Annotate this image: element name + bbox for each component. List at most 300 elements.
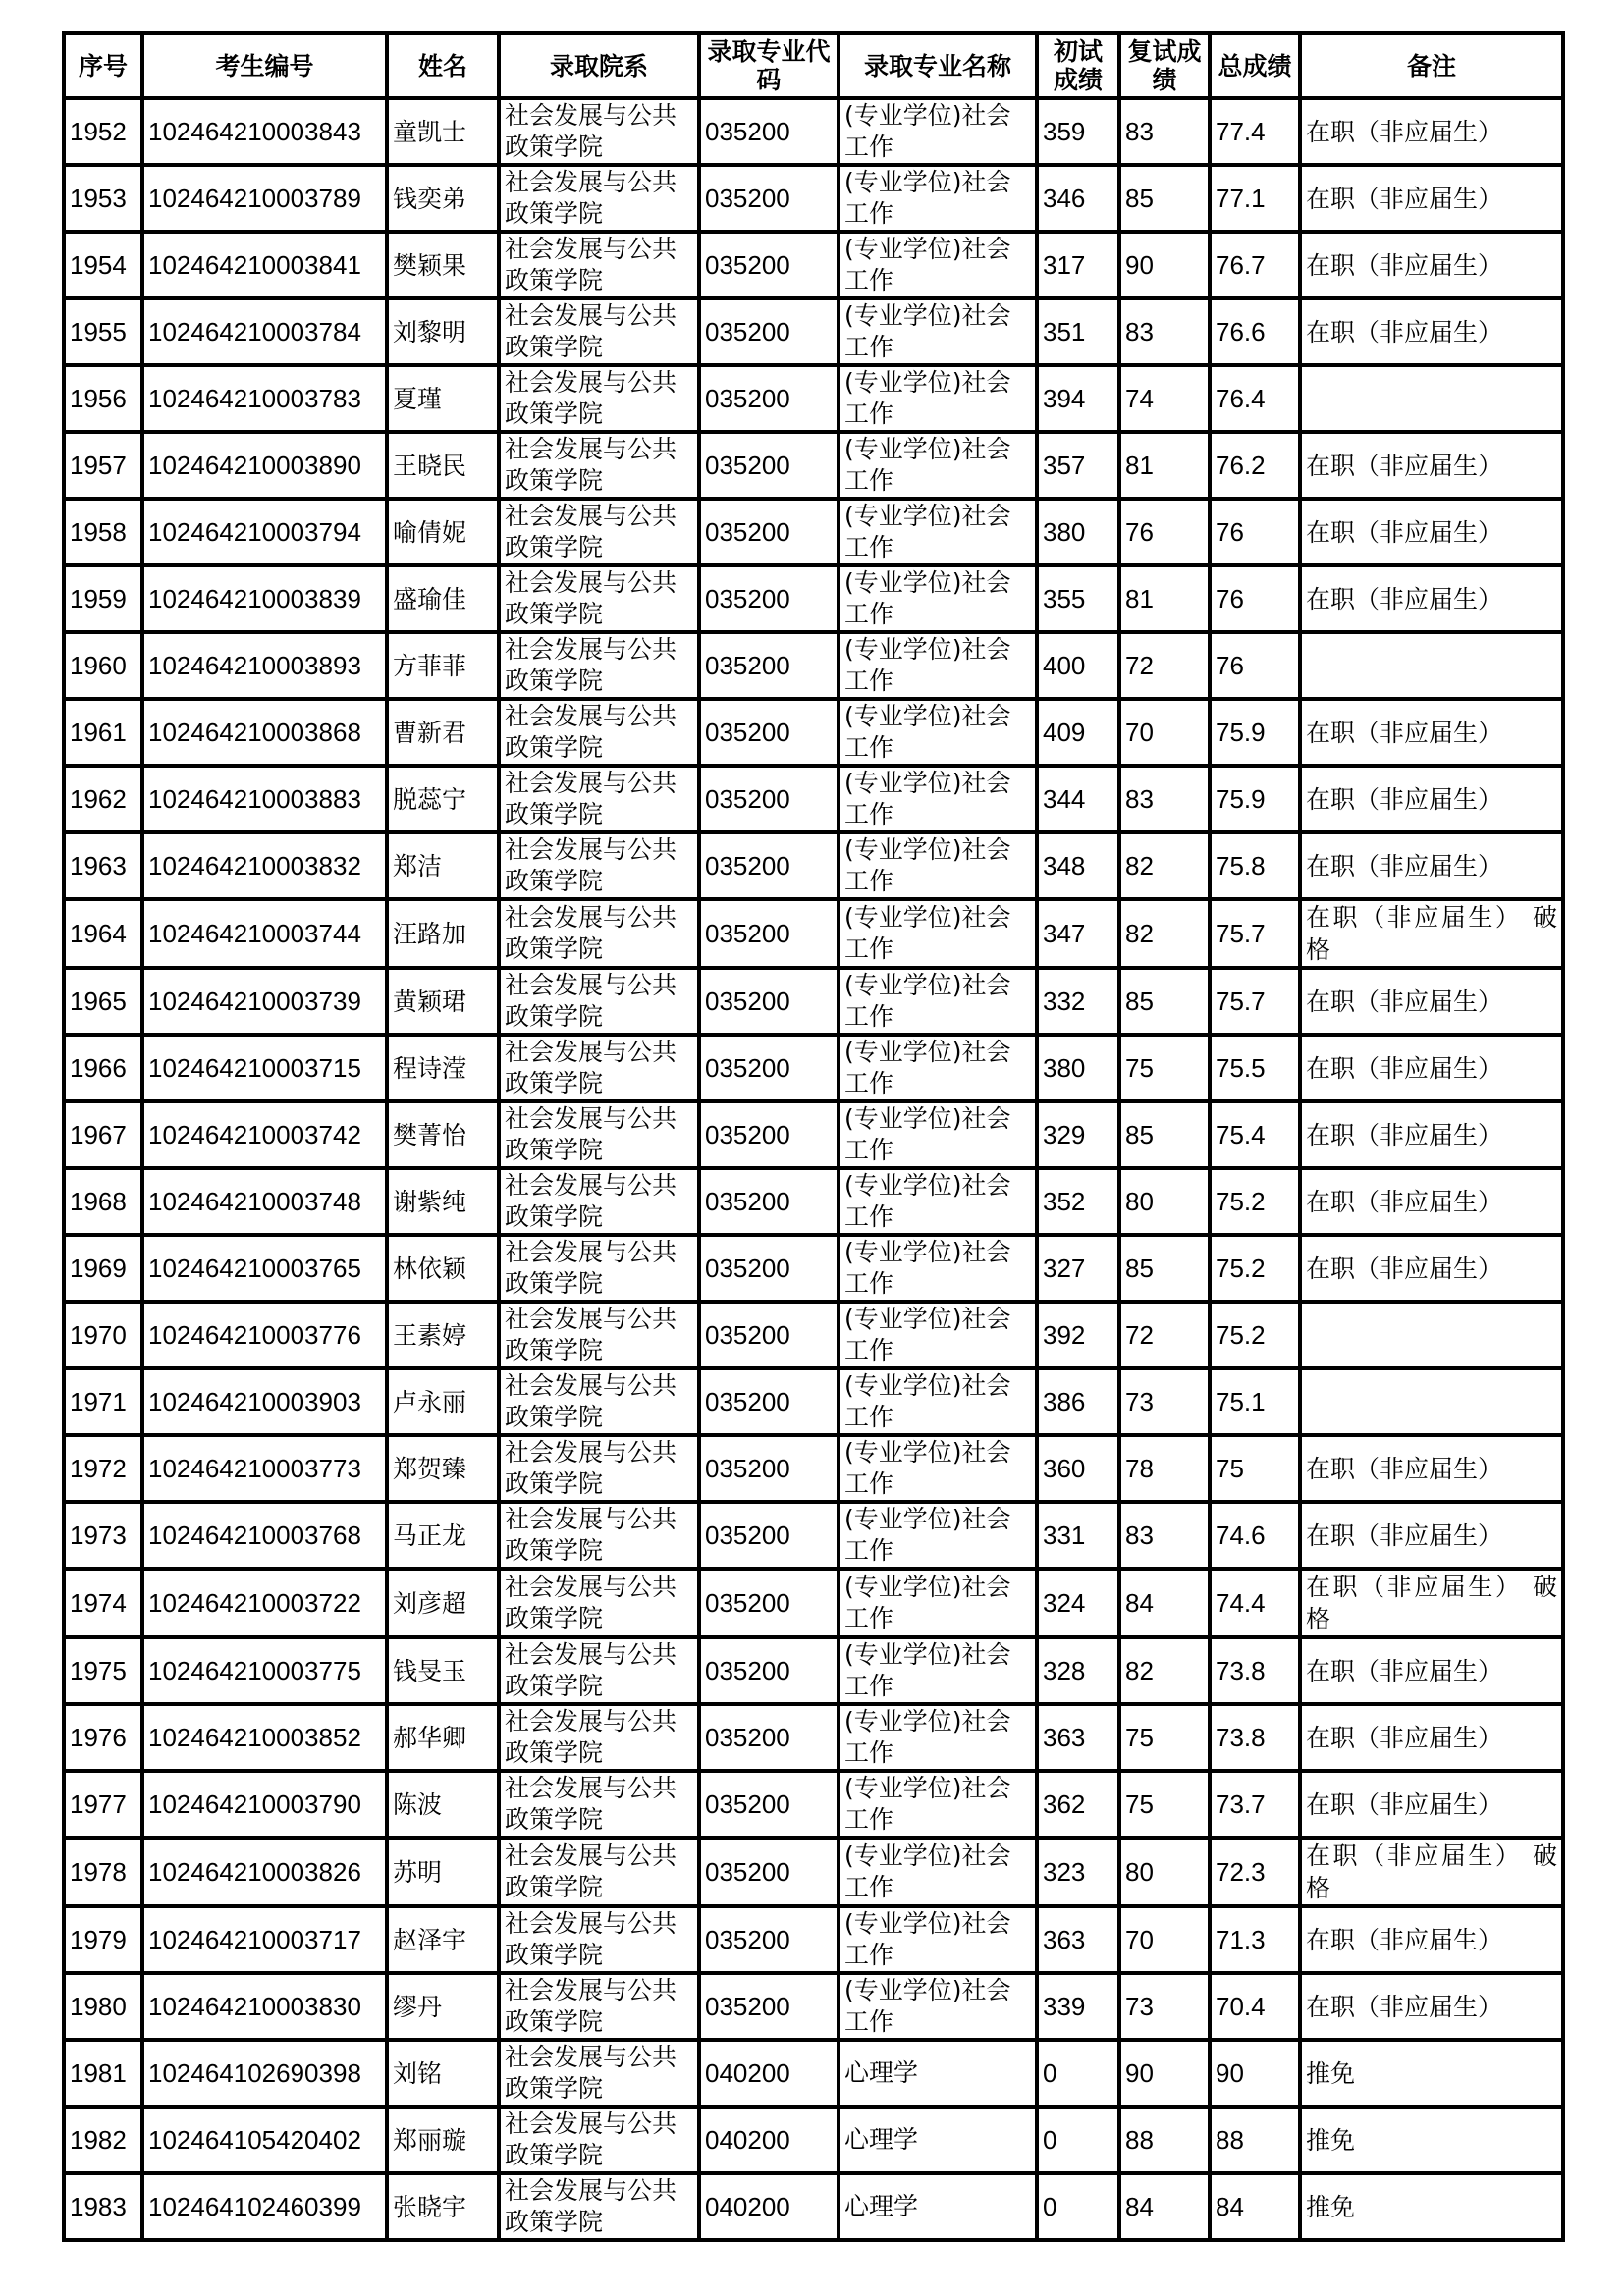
cell-exam-id: 102464210003773 — [142, 1435, 387, 1502]
cell-remark — [1300, 1302, 1563, 1368]
cell-prelim-score: 331 — [1037, 1502, 1119, 1569]
cell-name: 喻倩妮 — [387, 499, 499, 565]
cell-major-name: (专业学位)社会工作 — [839, 165, 1037, 232]
cell-name: 林依颖 — [387, 1235, 499, 1302]
cell-prelim-score: 386 — [1037, 1368, 1119, 1435]
cell-total-score: 76.4 — [1210, 365, 1300, 432]
cell-major-code: 035200 — [699, 1704, 839, 1771]
cell-department: 社会发展与公共政策学院 — [499, 1101, 699, 1168]
cell-department: 社会发展与公共政策学院 — [499, 2107, 699, 2173]
header-major-name: 录取专业名称 — [839, 33, 1037, 98]
cell-seq: 1971 — [64, 1368, 142, 1435]
cell-remark: 在职（非应届生） — [1300, 832, 1563, 899]
header-major-code: 录取专业代码 — [699, 33, 839, 98]
cell-seq: 1963 — [64, 832, 142, 899]
cell-exam-id: 102464105420402 — [142, 2107, 387, 2173]
cell-major-name: (专业学位)社会工作 — [839, 899, 1037, 968]
cell-major-code: 035200 — [699, 232, 839, 298]
cell-name: 樊菁怡 — [387, 1101, 499, 1168]
cell-major-code: 035200 — [699, 1235, 839, 1302]
cell-department: 社会发展与公共政策学院 — [499, 1637, 699, 1704]
cell-major-name: (专业学位)社会工作 — [839, 1704, 1037, 1771]
cell-name: 脱蕊宁 — [387, 766, 499, 832]
header-row — [64, 33, 1563, 98]
table-row — [64, 1101, 1563, 1168]
cell-prelim-score: 359 — [1037, 98, 1119, 165]
cell-name: 刘铭 — [387, 2040, 499, 2107]
cell-major-name: (专业学位)社会工作 — [839, 1771, 1037, 1838]
cell-department: 社会发展与公共政策学院 — [499, 1502, 699, 1569]
cell-remark: 推免 — [1300, 2107, 1563, 2173]
table-header — [64, 33, 1563, 98]
cell-exam-id: 102464210003852 — [142, 1704, 387, 1771]
table-row — [64, 699, 1563, 766]
table-row — [64, 968, 1563, 1035]
cell-exam-id: 102464210003744 — [142, 899, 387, 968]
table-row — [64, 1906, 1563, 1973]
cell-prelim-score: 0 — [1037, 2040, 1119, 2107]
cell-remark: 在职（非应届生） 破格 — [1300, 899, 1563, 968]
cell-total-score: 76.2 — [1210, 432, 1300, 499]
cell-seq: 1964 — [64, 899, 142, 968]
cell-remark — [1300, 632, 1563, 699]
cell-major-code: 040200 — [699, 2173, 839, 2240]
cell-major-code: 035200 — [699, 1973, 839, 2040]
cell-total-score: 75.2 — [1210, 1168, 1300, 1235]
cell-major-code: 035200 — [699, 565, 839, 632]
cell-remark: 在职（非应届生） — [1300, 432, 1563, 499]
cell-total-score: 73.8 — [1210, 1704, 1300, 1771]
cell-major-code: 035200 — [699, 1101, 839, 1168]
cell-prelim-score: 329 — [1037, 1101, 1119, 1168]
table-row — [64, 1235, 1563, 1302]
cell-major-name: (专业学位)社会工作 — [839, 1168, 1037, 1235]
cell-prelim-score: 0 — [1037, 2173, 1119, 2240]
cell-total-score: 75.9 — [1210, 699, 1300, 766]
cell-department: 社会发展与公共政策学院 — [499, 1035, 699, 1101]
cell-prelim-score: 346 — [1037, 165, 1119, 232]
cell-remark: 在职（非应届生） — [1300, 1235, 1563, 1302]
cell-retest-score: 85 — [1119, 1235, 1210, 1302]
cell-major-code: 035200 — [699, 1906, 839, 1973]
table-row — [64, 298, 1563, 365]
cell-exam-id: 102464210003717 — [142, 1906, 387, 1973]
cell-major-code: 035200 — [699, 1502, 839, 1569]
cell-department: 社会发展与公共政策学院 — [499, 565, 699, 632]
cell-remark: 在职（非应届生） — [1300, 165, 1563, 232]
table-row — [64, 1168, 1563, 1235]
cell-major-name: (专业学位)社会工作 — [839, 1235, 1037, 1302]
cell-major-code: 035200 — [699, 766, 839, 832]
cell-prelim-score: 409 — [1037, 699, 1119, 766]
cell-prelim-score: 327 — [1037, 1235, 1119, 1302]
cell-department: 社会发展与公共政策学院 — [499, 1569, 699, 1637]
cell-major-code: 035200 — [699, 1569, 839, 1637]
cell-prelim-score: 344 — [1037, 766, 1119, 832]
cell-total-score: 75.5 — [1210, 1035, 1300, 1101]
cell-prelim-score: 400 — [1037, 632, 1119, 699]
cell-exam-id: 102464210003826 — [142, 1838, 387, 1906]
cell-major-name: (专业学位)社会工作 — [839, 1368, 1037, 1435]
cell-total-score: 74.4 — [1210, 1569, 1300, 1637]
cell-name: 汪路加 — [387, 899, 499, 968]
cell-retest-score: 80 — [1119, 1168, 1210, 1235]
cell-prelim-score: 392 — [1037, 1302, 1119, 1368]
cell-name: 马正龙 — [387, 1502, 499, 1569]
cell-name: 钱奕弟 — [387, 165, 499, 232]
cell-department: 社会发展与公共政策学院 — [499, 1906, 699, 1973]
header-total-score: 总成绩 — [1210, 33, 1300, 98]
cell-retest-score: 72 — [1119, 632, 1210, 699]
cell-seq: 1976 — [64, 1704, 142, 1771]
cell-exam-id: 102464210003890 — [142, 432, 387, 499]
cell-prelim-score: 352 — [1037, 1168, 1119, 1235]
cell-seq: 1953 — [64, 165, 142, 232]
cell-seq: 1978 — [64, 1838, 142, 1906]
cell-exam-id: 102464210003790 — [142, 1771, 387, 1838]
cell-retest-score: 88 — [1119, 2107, 1210, 2173]
cell-retest-score: 75 — [1119, 1035, 1210, 1101]
cell-major-code: 035200 — [699, 298, 839, 365]
cell-retest-score: 83 — [1119, 298, 1210, 365]
cell-total-score: 75 — [1210, 1435, 1300, 1502]
cell-retest-score: 85 — [1119, 1101, 1210, 1168]
cell-department: 社会发展与公共政策学院 — [499, 298, 699, 365]
cell-name: 缪丹 — [387, 1973, 499, 2040]
cell-seq: 1980 — [64, 1973, 142, 2040]
cell-name: 王晓民 — [387, 432, 499, 499]
cell-retest-score: 83 — [1119, 766, 1210, 832]
cell-name: 郑贺臻 — [387, 1435, 499, 1502]
cell-total-score: 90 — [1210, 2040, 1300, 2107]
cell-total-score: 73.7 — [1210, 1771, 1300, 1838]
cell-remark: 在职（非应届生） — [1300, 1704, 1563, 1771]
cell-department: 社会发展与公共政策学院 — [499, 2173, 699, 2240]
table-row — [64, 1637, 1563, 1704]
cell-remark: 在职（非应届生） — [1300, 1637, 1563, 1704]
cell-exam-id: 102464210003903 — [142, 1368, 387, 1435]
header-seq: 序号 — [64, 33, 142, 98]
cell-major-code: 035200 — [699, 1771, 839, 1838]
cell-major-code: 035200 — [699, 432, 839, 499]
cell-total-score: 75.9 — [1210, 766, 1300, 832]
cell-retest-score: 84 — [1119, 1569, 1210, 1637]
cell-major-code: 035200 — [699, 98, 839, 165]
cell-prelim-score: 394 — [1037, 365, 1119, 432]
cell-major-name: (专业学位)社会工作 — [839, 1906, 1037, 1973]
cell-name: 程诗滢 — [387, 1035, 499, 1101]
header-name: 姓名 — [387, 33, 499, 98]
cell-prelim-score: 332 — [1037, 968, 1119, 1035]
cell-total-score: 71.3 — [1210, 1906, 1300, 1973]
cell-major-name: (专业学位)社会工作 — [839, 832, 1037, 899]
cell-seq: 1958 — [64, 499, 142, 565]
cell-total-score: 84 — [1210, 2173, 1300, 2240]
cell-prelim-score: 380 — [1037, 499, 1119, 565]
cell-retest-score: 78 — [1119, 1435, 1210, 1502]
cell-remark — [1300, 365, 1563, 432]
cell-seq: 1955 — [64, 298, 142, 365]
cell-department: 社会发展与公共政策学院 — [499, 1302, 699, 1368]
cell-name: 张晓宇 — [387, 2173, 499, 2240]
cell-name: 樊颖果 — [387, 232, 499, 298]
cell-name: 刘彦超 — [387, 1569, 499, 1637]
cell-department: 社会发展与公共政策学院 — [499, 1973, 699, 2040]
cell-major-code: 035200 — [699, 968, 839, 1035]
cell-major-name: (专业学位)社会工作 — [839, 1637, 1037, 1704]
cell-major-code: 035200 — [699, 165, 839, 232]
cell-major-code: 035200 — [699, 365, 839, 432]
cell-total-score: 75.7 — [1210, 968, 1300, 1035]
cell-total-score: 75.7 — [1210, 899, 1300, 968]
cell-name: 郝华卿 — [387, 1704, 499, 1771]
cell-seq: 1981 — [64, 2040, 142, 2107]
cell-major-name: (专业学位)社会工作 — [839, 1435, 1037, 1502]
cell-name: 曹新君 — [387, 699, 499, 766]
cell-department: 社会发展与公共政策学院 — [499, 1838, 699, 1906]
cell-name: 卢永丽 — [387, 1368, 499, 1435]
cell-seq: 1973 — [64, 1502, 142, 1569]
cell-total-score: 75.2 — [1210, 1235, 1300, 1302]
table-row — [64, 1302, 1563, 1368]
cell-major-name: (专业学位)社会工作 — [839, 298, 1037, 365]
cell-name: 黄颖珺 — [387, 968, 499, 1035]
cell-retest-score: 85 — [1119, 968, 1210, 1035]
table-row — [64, 1771, 1563, 1838]
cell-prelim-score: 351 — [1037, 298, 1119, 365]
cell-major-name: 心理学 — [839, 2173, 1037, 2240]
cell-remark: 在职（非应届生） — [1300, 1101, 1563, 1168]
cell-exam-id: 102464210003742 — [142, 1101, 387, 1168]
cell-remark: 在职（非应届生） — [1300, 565, 1563, 632]
table-row — [64, 1973, 1563, 2040]
cell-major-name: (专业学位)社会工作 — [839, 699, 1037, 766]
cell-department: 社会发展与公共政策学院 — [499, 766, 699, 832]
table-row — [64, 1569, 1563, 1637]
cell-retest-score: 82 — [1119, 1637, 1210, 1704]
cell-department: 社会发展与公共政策学院 — [499, 699, 699, 766]
cell-seq: 1961 — [64, 699, 142, 766]
cell-exam-id: 102464210003839 — [142, 565, 387, 632]
table-row — [64, 1502, 1563, 1569]
cell-major-code: 035200 — [699, 1637, 839, 1704]
cell-name: 谢紫纯 — [387, 1168, 499, 1235]
cell-department: 社会发展与公共政策学院 — [499, 1704, 699, 1771]
cell-remark: 在职（非应届生） 破格 — [1300, 1838, 1563, 1906]
cell-remark: 在职（非应届生） — [1300, 1168, 1563, 1235]
cell-name: 童凯士 — [387, 98, 499, 165]
cell-name: 郑丽璇 — [387, 2107, 499, 2173]
cell-total-score: 74.6 — [1210, 1502, 1300, 1569]
cell-total-score: 76 — [1210, 565, 1300, 632]
cell-department: 社会发展与公共政策学院 — [499, 499, 699, 565]
cell-total-score: 76.6 — [1210, 298, 1300, 365]
cell-prelim-score: 362 — [1037, 1771, 1119, 1838]
cell-retest-score: 74 — [1119, 365, 1210, 432]
cell-exam-id: 102464210003784 — [142, 298, 387, 365]
cell-retest-score: 76 — [1119, 499, 1210, 565]
cell-major-name: (专业学位)社会工作 — [839, 1101, 1037, 1168]
cell-name: 夏瑾 — [387, 365, 499, 432]
table-row — [64, 1704, 1563, 1771]
cell-retest-score: 83 — [1119, 1502, 1210, 1569]
table-row — [64, 232, 1563, 298]
cell-exam-id: 102464210003783 — [142, 365, 387, 432]
header-department: 录取院系 — [499, 33, 699, 98]
table-row — [64, 1435, 1563, 1502]
cell-department: 社会发展与公共政策学院 — [499, 632, 699, 699]
cell-major-name: (专业学位)社会工作 — [839, 1035, 1037, 1101]
cell-prelim-score: 347 — [1037, 899, 1119, 968]
cell-exam-id: 102464210003841 — [142, 232, 387, 298]
table-row — [64, 98, 1563, 165]
cell-major-code: 035200 — [699, 499, 839, 565]
cell-major-code: 035200 — [699, 1838, 839, 1906]
cell-department: 社会发展与公共政策学院 — [499, 1368, 699, 1435]
cell-remark: 在职（非应届生） — [1300, 232, 1563, 298]
cell-major-name: (专业学位)社会工作 — [839, 632, 1037, 699]
table-row — [64, 1838, 1563, 1906]
cell-department: 社会发展与公共政策学院 — [499, 832, 699, 899]
cell-exam-id: 102464210003893 — [142, 632, 387, 699]
cell-seq: 1957 — [64, 432, 142, 499]
cell-exam-id: 102464210003739 — [142, 968, 387, 1035]
cell-total-score: 70.4 — [1210, 1973, 1300, 2040]
cell-remark: 推免 — [1300, 2173, 1563, 2240]
cell-prelim-score: 357 — [1037, 432, 1119, 499]
cell-retest-score: 75 — [1119, 1771, 1210, 1838]
cell-total-score: 77.1 — [1210, 165, 1300, 232]
cell-prelim-score: 360 — [1037, 1435, 1119, 1502]
table-body — [64, 98, 1563, 2240]
table-row — [64, 365, 1563, 432]
cell-exam-id: 102464210003775 — [142, 1637, 387, 1704]
cell-seq: 1965 — [64, 968, 142, 1035]
cell-prelim-score: 324 — [1037, 1569, 1119, 1637]
cell-major-name: (专业学位)社会工作 — [839, 98, 1037, 165]
cell-department: 社会发展与公共政策学院 — [499, 2040, 699, 2107]
cell-seq: 1967 — [64, 1101, 142, 1168]
cell-seq: 1969 — [64, 1235, 142, 1302]
cell-prelim-score: 348 — [1037, 832, 1119, 899]
cell-major-name: (专业学位)社会工作 — [839, 1302, 1037, 1368]
cell-retest-score: 83 — [1119, 98, 1210, 165]
cell-major-code: 040200 — [699, 2107, 839, 2173]
cell-seq: 1970 — [64, 1302, 142, 1368]
table-row — [64, 565, 1563, 632]
cell-name: 赵泽宇 — [387, 1906, 499, 1973]
cell-retest-score: 80 — [1119, 1838, 1210, 1906]
header-remark: 备注 — [1300, 33, 1563, 98]
cell-major-name: 心理学 — [839, 2107, 1037, 2173]
cell-remark: 在职（非应届生） — [1300, 499, 1563, 565]
cell-total-score: 75.1 — [1210, 1368, 1300, 1435]
cell-prelim-score: 363 — [1037, 1906, 1119, 1973]
cell-major-name: (专业学位)社会工作 — [839, 1569, 1037, 1637]
table-row — [64, 1035, 1563, 1101]
cell-prelim-score: 0 — [1037, 2107, 1119, 2173]
cell-department: 社会发展与公共政策学院 — [499, 1168, 699, 1235]
cell-major-name: (专业学位)社会工作 — [839, 766, 1037, 832]
cell-total-score: 76.7 — [1210, 232, 1300, 298]
cell-seq: 1982 — [64, 2107, 142, 2173]
header-exam-id: 考生编号 — [142, 33, 387, 98]
cell-prelim-score: 380 — [1037, 1035, 1119, 1101]
cell-seq: 1960 — [64, 632, 142, 699]
cell-remark: 在职（非应届生） — [1300, 1973, 1563, 2040]
cell-retest-score: 90 — [1119, 2040, 1210, 2107]
cell-major-code: 035200 — [699, 1035, 839, 1101]
table-row — [64, 165, 1563, 232]
cell-remark: 在职（非应届生） — [1300, 1771, 1563, 1838]
cell-department: 社会发展与公共政策学院 — [499, 1771, 699, 1838]
cell-remark: 在职（非应届生） — [1300, 1435, 1563, 1502]
cell-major-name: (专业学位)社会工作 — [839, 365, 1037, 432]
cell-major-code: 035200 — [699, 832, 839, 899]
cell-name: 王素婷 — [387, 1302, 499, 1368]
cell-exam-id: 102464210003748 — [142, 1168, 387, 1235]
cell-retest-score: 90 — [1119, 232, 1210, 298]
cell-department: 社会发展与公共政策学院 — [499, 968, 699, 1035]
cell-name: 郑洁 — [387, 832, 499, 899]
table-row — [64, 766, 1563, 832]
cell-retest-score: 72 — [1119, 1302, 1210, 1368]
cell-name: 苏明 — [387, 1838, 499, 1906]
cell-name: 陈波 — [387, 1771, 499, 1838]
table-row — [64, 899, 1563, 968]
cell-major-name: (专业学位)社会工作 — [839, 1973, 1037, 2040]
cell-seq: 1952 — [64, 98, 142, 165]
cell-seq: 1962 — [64, 766, 142, 832]
cell-name: 盛瑜佳 — [387, 565, 499, 632]
admission-table — [62, 31, 1565, 2242]
cell-seq: 1972 — [64, 1435, 142, 1502]
header-retest-score: 复试成绩 — [1119, 33, 1210, 98]
cell-department: 社会发展与公共政策学院 — [499, 432, 699, 499]
cell-prelim-score: 339 — [1037, 1973, 1119, 2040]
table-row — [64, 2107, 1563, 2173]
cell-department: 社会发展与公共政策学院 — [499, 899, 699, 968]
cell-remark: 在职（非应届生） — [1300, 1906, 1563, 1973]
table-row — [64, 2040, 1563, 2107]
header-prelim-score: 初试成绩 — [1037, 33, 1119, 98]
cell-prelim-score: 328 — [1037, 1637, 1119, 1704]
cell-department: 社会发展与公共政策学院 — [499, 365, 699, 432]
cell-seq: 1975 — [64, 1637, 142, 1704]
cell-exam-id: 102464210003883 — [142, 766, 387, 832]
cell-exam-id: 102464210003765 — [142, 1235, 387, 1302]
table-row — [64, 499, 1563, 565]
cell-seq: 1974 — [64, 1569, 142, 1637]
cell-remark: 在职（非应届生） — [1300, 298, 1563, 365]
table-row — [64, 632, 1563, 699]
cell-major-code: 035200 — [699, 1168, 839, 1235]
cell-seq: 1968 — [64, 1168, 142, 1235]
cell-retest-score: 82 — [1119, 832, 1210, 899]
cell-total-score: 76 — [1210, 632, 1300, 699]
cell-retest-score: 81 — [1119, 432, 1210, 499]
cell-retest-score: 70 — [1119, 1906, 1210, 1973]
cell-major-name: (专业学位)社会工作 — [839, 432, 1037, 499]
cell-retest-score: 82 — [1119, 899, 1210, 968]
cell-retest-score: 70 — [1119, 699, 1210, 766]
cell-prelim-score: 363 — [1037, 1704, 1119, 1771]
cell-remark: 在职（非应届生） 破格 — [1300, 1569, 1563, 1637]
cell-exam-id: 102464102690398 — [142, 2040, 387, 2107]
cell-major-name: (专业学位)社会工作 — [839, 1838, 1037, 1906]
table-row — [64, 1368, 1563, 1435]
cell-major-name: 心理学 — [839, 2040, 1037, 2107]
